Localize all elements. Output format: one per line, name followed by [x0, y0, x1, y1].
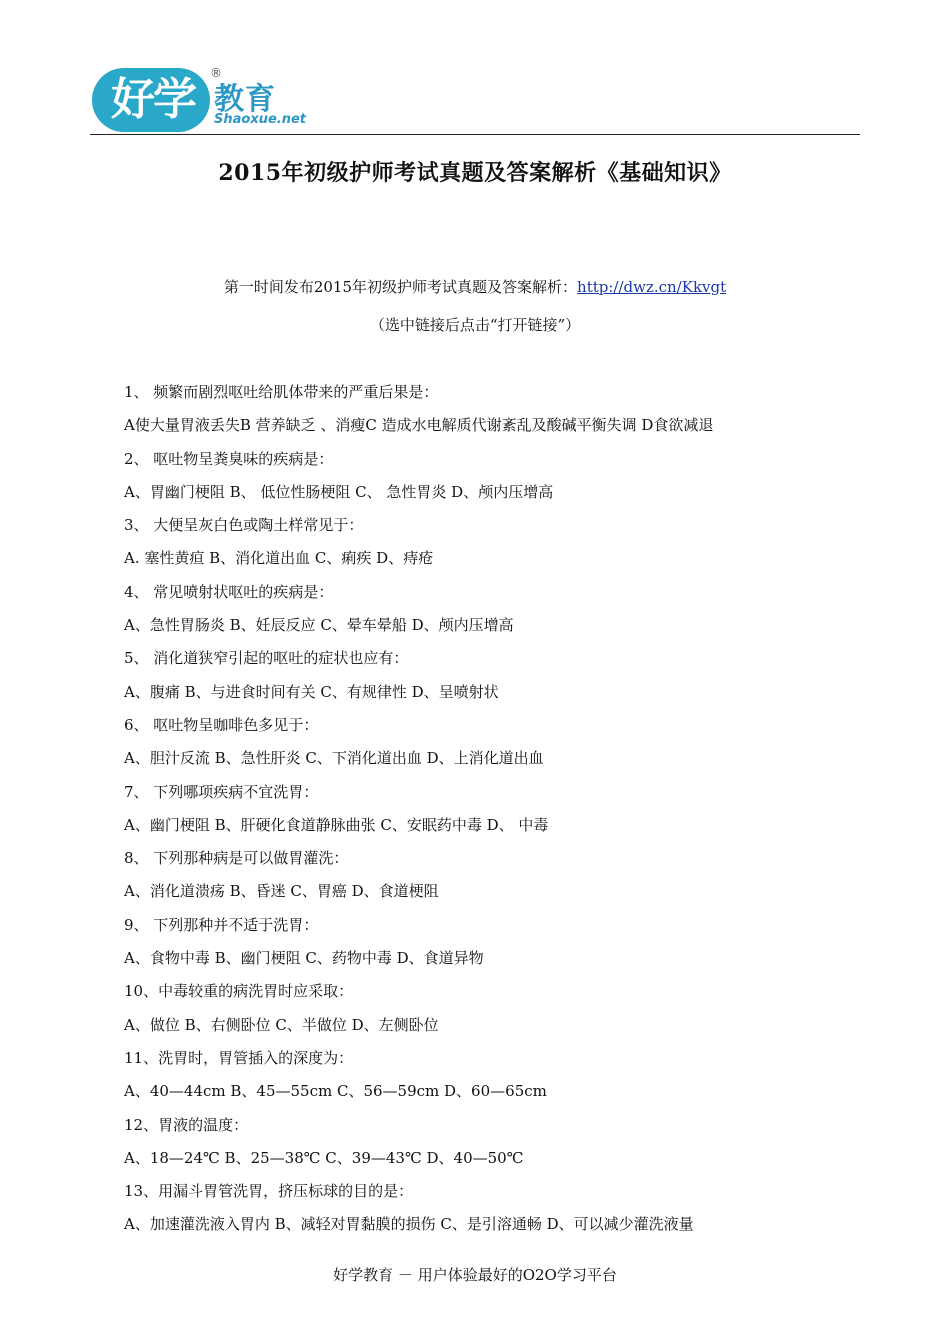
answer-options: A、加速灌洗液入胃内 B、减轻对胃黏膜的损伤 C、是引溶通畅 D、可以减少灌洗液量 [124, 1215, 694, 1234]
question-text: 10、中毒较重的病洗胃时应采取： [124, 982, 354, 1001]
question-text: 7、 下列哪项疾病不宜洗胃： [124, 782, 319, 801]
answer-options: A. 塞性黄疸 B、消化道出血 C、痢疾 D、痔疮 [124, 549, 434, 568]
question-text: 5、 消化道狭窄引起的呕吐的症状也应有： [124, 649, 409, 668]
answer-options: A、做位 B、右侧卧位 C、半做位 D、左侧卧位 [124, 1015, 439, 1034]
answer-options: A、急性胃肠炎 B、妊辰反应 C、晕车晕船 D、颅内压增高 [124, 616, 514, 635]
page-footer: 好学教育 － 用户体验最好的O2O学习平台 [333, 1266, 617, 1284]
question-text: 2、 呕吐物呈粪臭味的疾病是： [124, 449, 334, 468]
brand-logo [92, 62, 307, 134]
document-title: 2015年初级护师考试真题及答案解析《基础知识》 [218, 160, 732, 186]
logo-brand-text: 教育 [214, 82, 276, 117]
question-text: 9、 下列那种并不适于洗胃： [124, 915, 319, 934]
answer-options: A、幽门梗阻 B、肝硬化食道静脉曲张 C、安眠药中毒 D、 中毒 [124, 815, 549, 834]
logo-registered-mark: ® [210, 66, 222, 80]
question-text: 6、 呕吐物呈咖啡色多见于： [124, 715, 319, 734]
answer-options: A、食物中毒 B、幽门梗阻 C、药物中毒 D、食道异物 [124, 949, 484, 968]
question-text: 12、胃液的温度： [124, 1115, 249, 1134]
question-text: 13、用漏斗胃管洗胃，挤压标球的目的是： [124, 1182, 414, 1201]
header-divider [90, 134, 860, 135]
answer-options: A、胆汁反流 B、急性肝炎 C、下消化道出血 D、上消化道出血 [124, 749, 544, 768]
question-text: 4、 常见喷射状呕吐的疾病是： [124, 582, 334, 601]
question-text: 11、洗胃时，胃管插入的深度为： [124, 1048, 354, 1067]
logo-mark-text: 好学 [111, 74, 195, 125]
question-list [124, 376, 864, 1242]
answer-options: A、胃幽门梗阻 B、 低位性肠梗阻 C、 急性胃炎 D、颅内压增高 [124, 482, 554, 501]
answer-options: A、消化道溃疡 B、昏迷 C、胃癌 D、食道梗阻 [124, 882, 439, 901]
intro-line [0, 276, 950, 297]
intro-text: 第一时间发布2015年初级护师考试真题及答案解析： [223, 278, 578, 296]
question-text: 8、 下列那种病是可以做胃灌洗： [124, 849, 349, 868]
download-link[interactable]: http://dwz.cn/Kkvgt [577, 278, 727, 296]
answer-options: A、18—24℃ B、25—38℃ C、39—43℃ D、40—50℃ [124, 1148, 524, 1167]
logo-site-text: Shaoxue.net [214, 112, 307, 127]
answer-options: A、腹痛 B、与进食时间有关 C、有规律性 D、呈喷射状 [124, 682, 499, 701]
answer-options: A使大量胃液丢失B 营养缺乏 、消瘦C 造成水电解质代谢紊乱及酸碱平衡失调 D食欲减退 [124, 416, 714, 435]
question-text: 1、 频繁而剧烈呕吐给肌体带来的严重后果是： [124, 383, 439, 401]
intro-note: （选中链接后点击“打开链接”） [369, 316, 581, 334]
answer-options: A、40—44cm B、45—55cm C、56—59cm D、60—65cm [124, 1082, 547, 1101]
question-text: 3、 大便呈灰白色或陶土样常见于： [124, 516, 364, 535]
